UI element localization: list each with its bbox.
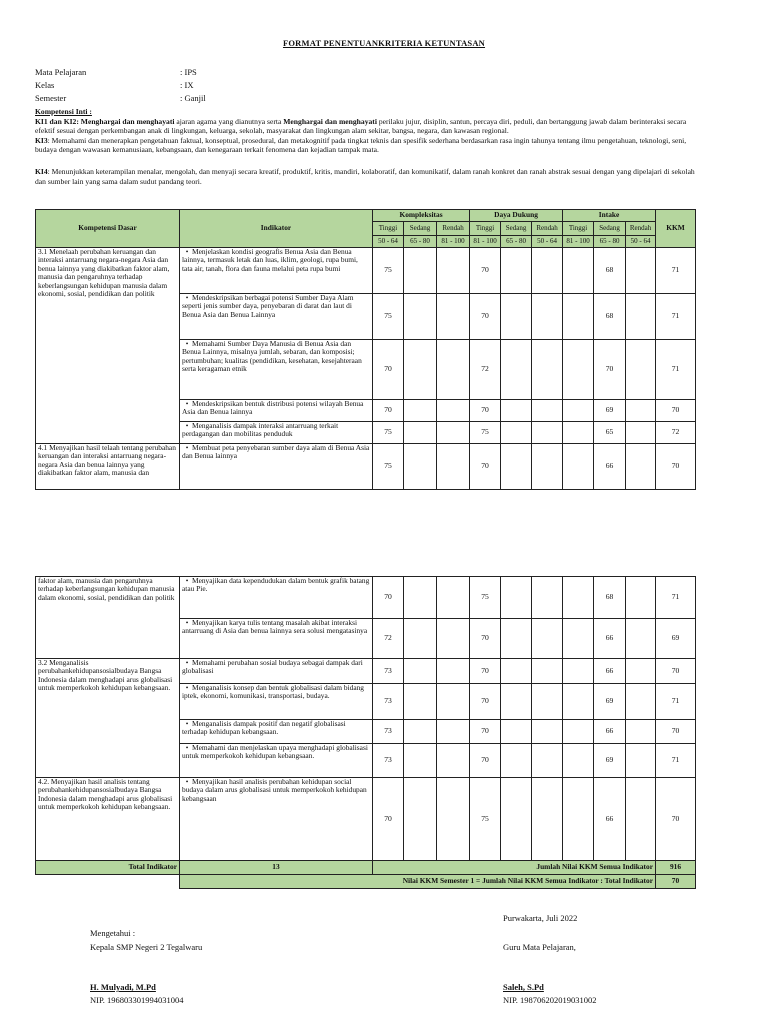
value-cell: 66: [594, 444, 626, 490]
value-cell: 73: [373, 720, 404, 744]
guru-name: Saleh, S.Pd: [503, 982, 544, 992]
value-cell: 66: [594, 659, 626, 684]
range-header: 81 - 100: [470, 236, 501, 248]
meta-mapel: Mata Pelajaran : IPS: [35, 67, 197, 77]
kkm-cell: 71: [656, 684, 696, 720]
value-cell: 69: [594, 744, 626, 778]
value-cell: 75: [470, 577, 501, 619]
table-row: [36, 778, 696, 861]
header-intake: Intake: [563, 210, 656, 222]
kkm-cell: 71: [656, 248, 696, 294]
page-title: FORMAT PENENTUANKRITERIA KETUNTASAN: [282, 38, 486, 48]
header-indikator: Indikator: [180, 210, 373, 248]
kkm-cell: 70: [656, 659, 696, 684]
jumlah-nilai-value: 916: [656, 861, 696, 875]
kkm-cell: 70: [656, 720, 696, 744]
range-header: 50 - 64: [373, 236, 404, 248]
sub-header: Sedang: [501, 222, 532, 236]
kkm-cell: 70: [656, 778, 696, 861]
meta-semester: Semester : Ganjil: [35, 93, 206, 103]
kd-cell: 4.1 Menyajikan hasil telaah tentang perubahan keruangan dan interaksi antarruang negara-negara Asia dan benua lainnya yang diakibatkan faktor alam, manusia dan: [36, 444, 180, 490]
sub-header: Rendah: [532, 222, 563, 236]
kd-cell: 3.1 Menelaah perubahan keruangan dan interaksi antarruang negara-negara Asia dan benua lainnya yang diakibatkan faktor alam, manusia dan pengaruhnya terhadap keberlangsungan kehidupan manusia dalam ekonomi, sosial, pendidikan dan politik: [36, 248, 180, 444]
ki-block: [35, 107, 705, 186]
indikator-cell: • Menganalisis konsep dan bentuk globalisasi dalam bidang iptek, ekonomi, komunikasi, transportasi, budaya.: [180, 684, 373, 720]
indikator-cell: • Menganalisis dampak positif dan negatif globalisasi terhadap kehidupan kebangsaan.: [180, 720, 373, 744]
guru-title: Guru Mata Pelajaran,: [503, 942, 576, 952]
value-cell: 69: [594, 400, 626, 422]
value-cell: 65: [594, 422, 626, 444]
ki3-text: KI3: Memahami dan menerapkan pengetahuan faktual, konseptual, prosedural, dan metakognitif pada tingkat teknis dan spesifik sederhana berdasarkan rasa ingin tahunya tentang ilmu pengetahuan, teknologi, seni, budaya dengan wawasan kemanusiaan, kebangsaan, dan kenegaraan terkait fenomena dan kejadian tampak mata.: [35, 135, 687, 155]
sub-header: Tinggi: [470, 222, 501, 236]
range-header: 65 - 80: [404, 236, 437, 248]
value-cell: 70: [373, 400, 404, 422]
kkm-table-page1: [35, 209, 696, 490]
indikator-cell: • Menyajikan karya tulis tentang masalah akibat interaksi antarruang di Asia dan benua lainnya sera solusi mengatasinya: [180, 619, 373, 659]
value-cell: 70: [470, 248, 501, 294]
indikator-cell: • Memahami Sumber Daya Manusia di Benua Asia dan Benua Lainnya, misalnya jumlah, sebaran, dan komposisi; pertumbuhan; kualitas (pendidikan, kesehatan, kesejahteraan serta keragaman etnik: [180, 340, 373, 400]
nilai-kkm-value: 70: [656, 875, 696, 889]
value-cell: 66: [594, 619, 626, 659]
header-daya-dukung: Daya Dukung: [470, 210, 563, 222]
indikator-cell: • Menyajikan hasil analisis perubahan kehidupan social budaya dalam arus globalisasi untuk memperkokoh kehidupan kebangsaan: [180, 778, 373, 861]
kkm-cell: 70: [656, 444, 696, 490]
value-cell: 75: [373, 422, 404, 444]
sub-header: Sedang: [594, 222, 626, 236]
table-row: [36, 577, 696, 619]
value-cell: 72: [470, 340, 501, 400]
kkm-cell: 71: [656, 294, 696, 340]
indikator-cell: • Menyajikan data kependudukan dalam bentuk grafik batang atau Pie.: [180, 577, 373, 619]
value-cell: 69: [594, 684, 626, 720]
meta-kelas: Kelas : IX: [35, 80, 194, 90]
kkm-cell: 72: [656, 422, 696, 444]
value-cell: 73: [373, 744, 404, 778]
sub-header: Rendah: [626, 222, 656, 236]
value-cell: 68: [594, 248, 626, 294]
value-cell: 68: [594, 294, 626, 340]
indikator-cell: • Menjelaskan kondisi geografis Benua Asia dan Benua lainnya, termasuk letak dan luas, iklim, geologi, rupa bumi, tata air, tanah, flora dan fauna melalui peta rupa bumi: [180, 248, 373, 294]
indikator-cell: • Mendeskripsikan bentuk distribusi potensi wilayah Benua Asia dan Benua lainnya: [180, 400, 373, 422]
value-cell: 72: [373, 619, 404, 659]
value-cell: 75: [373, 294, 404, 340]
indikator-cell: • Memahami perubahan sosial budaya sebagai dampak dari globalisasi: [180, 659, 373, 684]
kkm-table-page2: [35, 576, 696, 889]
nilai-row: [36, 875, 696, 889]
value-cell: 66: [594, 778, 626, 861]
kkm-cell: 71: [656, 577, 696, 619]
ki4-text: KI4: Menunjukkan keterampilan menalar, mengolah, dan menyaji secara kreatif, produktif, kritis, mandiri, kolaboratif, dan komunikatif, dalam ranah konkret dan ranah abstrak sesuai dengan yang dipelajari di sekolah dan sumber lain yang sama dalam sudut pandang teori.: [35, 166, 695, 186]
total-indikator-label: Total Indikator: [36, 861, 180, 875]
value-cell: 75: [470, 422, 501, 444]
value-cell: 66: [594, 720, 626, 744]
value-cell: 73: [373, 659, 404, 684]
value-cell: 73: [373, 684, 404, 720]
nilai-kkm-label: Nilai KKM Semester 1 = Jumlah Nilai KKM Semua Indikator : Total Indikator: [180, 875, 656, 889]
value-cell: 70: [470, 744, 501, 778]
table-row: [36, 248, 696, 294]
indikator-cell: • Menganalisis dampak interaksi antarruang terkait perdagangan dan mobilitas penduduk: [180, 422, 373, 444]
indikator-cell: • Memahami dan menjelaskan upaya menghadapi globalisasi untuk memperkokoh kehidupan kebangsaan.: [180, 744, 373, 778]
value-cell: 70: [470, 444, 501, 490]
kd-cell: faktor alam, manusia dan pengaruhnya terhadap keberlangsungan kehidupan manusia dalam ekonomi, sosial, pendidikan dan politik: [36, 577, 180, 659]
header-kkm: KKM: [656, 210, 696, 248]
value-cell: 70: [470, 400, 501, 422]
header-kd: Kompetensi Dasar: [36, 210, 180, 248]
indikator-cell: • Mendeskripsikan berbagai potensi Sumber Daya Alam seperti jenis sumber daya, penyebaran di darat dan laut di Benua Asia dan Benua Lainnya: [180, 294, 373, 340]
range-header: 50 - 64: [532, 236, 563, 248]
place-date: Purwakarta, Juli 2022: [503, 913, 578, 923]
value-cell: 75: [373, 248, 404, 294]
range-header: 65 - 80: [501, 236, 532, 248]
kkm-cell: 71: [656, 744, 696, 778]
indikator-cell: • Membuat peta penyebaran sumber daya alam di Benua Asia dan Benua lainnya: [180, 444, 373, 490]
total-indikator-value: 13: [180, 861, 373, 875]
value-cell: 70: [470, 684, 501, 720]
value-cell: 70: [470, 619, 501, 659]
mengetahui: Mengetahui :: [90, 928, 136, 938]
range-header: 65 - 80: [594, 236, 626, 248]
value-cell: 75: [373, 444, 404, 490]
header-kompleksitas: Kompleksitas: [373, 210, 470, 222]
value-cell: 70: [373, 778, 404, 861]
kepala-name: H. Mulyadi, M.Pd: [90, 982, 156, 992]
range-header: 50 - 64: [626, 236, 656, 248]
range-header: 81 - 100: [563, 236, 594, 248]
value-cell: 70: [373, 340, 404, 400]
value-cell: 75: [470, 778, 501, 861]
jumlah-nilai-label: Jumlah Nilai KKM Semua Indikator: [373, 861, 656, 875]
ki12-text: KI1 dan KI2: Menghargai dan menghayati ajaran agama yang dianutnya serta Menghargai dan menghayati perilaku jujur, disiplin, santun, percaya diri, peduli, dan bertanggung jawab dalam berinteraksi secara efektif sesuai dengan perkembangan anak di lingkungan, keluarga, sekolah, masyarakat dan lingkungan alam sekitar, bangsa, negara, dan kawasan regional.: [35, 116, 687, 136]
value-cell: 68: [594, 577, 626, 619]
sub-header: Tinggi: [373, 222, 404, 236]
value-cell: 70: [594, 340, 626, 400]
kepala-title: Kepala SMP Negeri 2 Tegalwaru: [90, 942, 203, 952]
value-cell: 70: [373, 577, 404, 619]
sub-header: Rendah: [437, 222, 470, 236]
kd-cell: 3.2 Menganalisis perubahankehidupansosialbudaya Bangsa Indonesia dalam menghadapi arus globalisasi untuk memperkokoh kehidupan kebangsaan.: [36, 659, 180, 778]
value-cell: 70: [470, 294, 501, 340]
kkm-cell: 69: [656, 619, 696, 659]
sub-header: Sedang: [404, 222, 437, 236]
total-row: [36, 861, 696, 875]
kkm-cell: 70: [656, 400, 696, 422]
value-cell: 70: [470, 659, 501, 684]
kd-cell: 4.2. Menyajikan hasil analisis tentang perubahankehidupansosialbudaya Bangsa Indonesia dalam menghadapi arus globalisasi untuk memperkokoh kehidupan kebangsaan.: [36, 778, 180, 861]
sub-header: Tinggi: [563, 222, 594, 236]
table-row: [36, 659, 696, 684]
kkm-cell: 71: [656, 340, 696, 400]
kepala-nip: NIP. 196803301994031004: [90, 995, 184, 1005]
value-cell: 70: [470, 720, 501, 744]
range-header: 81 - 100: [437, 236, 470, 248]
ki-heading: Kompetensi Inti :: [35, 107, 92, 116]
table-row: [36, 444, 696, 490]
guru-nip: NIP. 198706202019031002: [503, 995, 597, 1005]
